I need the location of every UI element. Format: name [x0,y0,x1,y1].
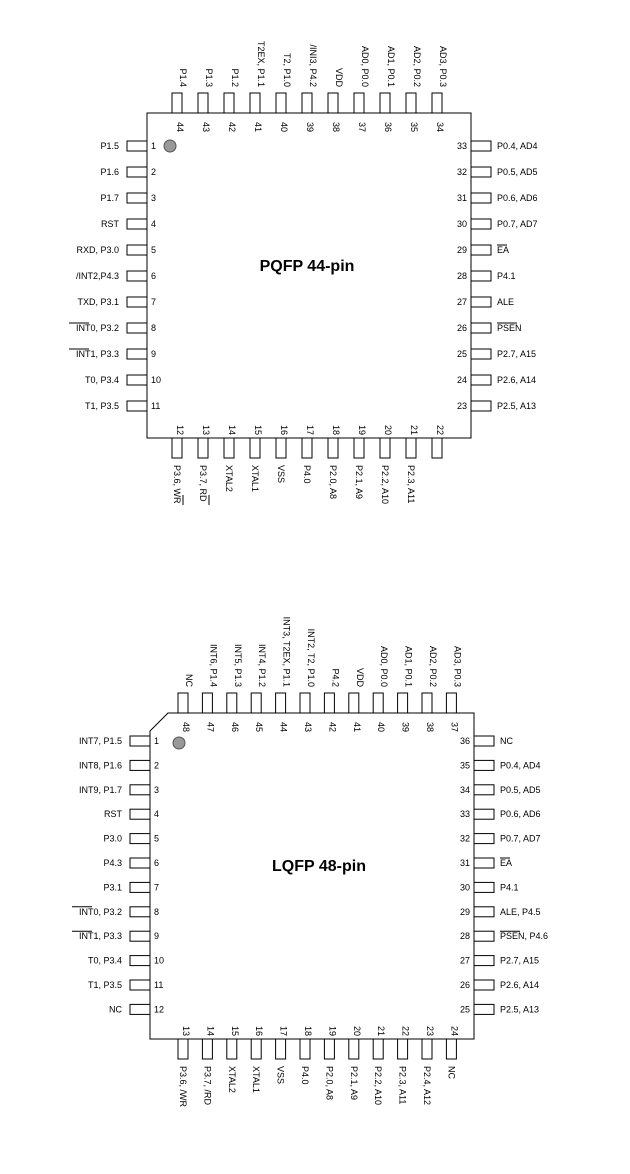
pin-pad [127,349,147,359]
pin-label-int9-p1-7: INT9, P1.7 [78,784,122,795]
pin-number: 6 [151,271,157,281]
pin-number: 17 [305,424,315,436]
pin-pad [127,219,147,229]
pin-pad [446,1039,456,1059]
pin1-marker [164,140,176,152]
pin-pad [130,1004,150,1014]
pin-pad [474,809,494,819]
pin-number: 38 [425,721,435,733]
pin-number: 43 [201,121,211,133]
pin-number: 40 [279,121,289,133]
pin-pad [324,693,334,713]
pin-number: 37 [357,121,367,133]
pin-pad [227,693,237,713]
pin-pad [130,809,150,819]
pin-label-p3-7-rd: P3.7, RD [198,465,208,502]
pin-number: 23 [456,401,467,411]
pin-pad [471,323,491,333]
pin-pad [474,760,494,770]
pin-label-rst: RST [104,809,122,820]
pin-number: 48 [181,721,191,733]
pin-label-ale-p4-5: ALE, P4.5 [500,906,541,917]
pin-label-p2-5-a13: P2.5, A13 [497,401,537,411]
pin-pad [422,693,432,713]
pin-pad [127,245,147,255]
pin-label-nc: NC [184,674,194,687]
pin-number: 46 [229,721,240,733]
pin-label-int2-t2-p1-0: INT2, T2, P1.0 [306,628,316,687]
pin-pad [471,193,491,203]
pin-pad [198,438,208,458]
pin-label-int0-p3-2: INT0, P3.2 [75,323,119,333]
pin-number: 32 [456,167,467,177]
pin-label-p4-1: P4.1 [497,271,516,281]
pin-number: 28 [456,271,467,281]
pin-pad [130,980,150,990]
pin-pad [398,1039,408,1059]
pin-pad [474,858,494,868]
pin-pad [474,980,494,990]
pin-label-xtal1: XTAL1 [250,465,260,492]
pin-label-p2-6-a14: P2.6, A14 [497,375,537,385]
pin-label-ini3-p4-2: /INI3, P4.2 [308,44,318,87]
pin-number: 6 [154,858,160,868]
pin-label-psen-p4-6: PSEN, P4.6 [500,931,549,942]
pin-pad [328,93,338,113]
pin-pad [172,93,182,113]
pin-number: 21 [409,424,419,436]
pin-pad [471,219,491,229]
pin-pad [324,1039,334,1059]
pin-number: 2 [154,760,160,771]
pin-pad [172,438,182,458]
pin-number: 44 [175,121,185,133]
pin-number: 11 [154,980,164,990]
pin-number: 9 [154,931,160,942]
pin-number: 41 [351,721,362,733]
pin-pad [250,93,260,113]
pin-pad [127,323,147,333]
pin-label-p2-2-a10: P2.2, A10 [373,1066,384,1106]
pin-number: 21 [376,1025,387,1037]
pin-label-p0-5-ad5: P0.5, AD5 [497,167,538,177]
pin-pad [398,693,408,713]
pin-number: 40 [376,721,387,733]
pin-pad [202,693,212,713]
pin-pad [406,438,416,458]
pin-number: 43 [303,721,313,733]
pin-pad [373,1039,383,1059]
pin-number: 14 [227,424,237,436]
pin-label-p2-3-a11: P2.3, A11 [406,465,416,504]
pin-label-ea: EA [497,245,510,255]
pin-label-ad0-p0-0: AD0, P0.0 [360,45,370,87]
pin-label-p0-4-ad4: P0.4, AD4 [497,141,538,151]
pin-label-p4-3: P4.3 [103,858,122,868]
pin-label-ad3-p0-3: AD3, P0.3 [452,645,463,687]
pin-label-p1-7: P1.7 [100,193,119,203]
pin-pad [130,956,150,966]
pin-pad [130,736,150,746]
pin-pad [198,93,208,113]
pqfp44-package [69,41,538,505]
pin-label-p2-6-a14: P2.6, A14 [500,980,540,990]
pin1-marker [173,737,185,749]
pin-number: 29 [456,245,467,255]
pin-pad [127,297,147,307]
pin-label-p0-7-ad7: P0.7, AD7 [497,219,538,229]
pin-number: 31 [459,858,470,868]
pin-label-p2-4-a12: P2.4, A12 [422,1066,432,1106]
pin-pad [406,93,416,113]
lqfp48-package [72,617,548,1108]
pin-pad [178,693,188,713]
pin-label-ad1-p0-1: AD1, P0.1 [386,45,396,87]
pin-pad [474,907,494,917]
pin-label-xtal1: XTAL1 [251,1066,262,1093]
pin-number: 39 [400,721,411,733]
pin-label-ad2-p0-2: AD2, P0.2 [412,45,422,87]
pin-label-t2-p1-0: T2, P1.0 [282,52,292,87]
pin-number: 30 [456,219,467,229]
pin-number: 13 [181,1025,191,1037]
pin-number: 38 [331,121,341,133]
pin-number: 27 [456,297,467,307]
pin-pad [130,882,150,892]
pin-label-int3-t2ex-p1-1: INT3, T2EX, P1.1 [281,616,292,687]
pin-pad [474,956,494,966]
pin-label-rxd-p3-0: RXD, P3.0 [76,245,119,255]
pin-pad [130,834,150,844]
pin-pad [474,785,494,795]
pin-number: 44 [278,721,289,733]
pin-number: 25 [456,349,467,359]
pin-number: 13 [201,424,211,436]
pin-label-p2-7-a15: P2.7, A15 [497,349,537,359]
pin-pad [474,1004,494,1014]
pin-pad [130,785,150,795]
pin-label-ale: ALE [497,297,515,307]
pin-pad [130,907,150,917]
pin-number: 36 [459,736,470,746]
pin-label-p4-2: P4.2 [330,668,341,687]
pin-label-ea: EA [500,858,513,868]
pin-label-p2-1-a9: P2.1, A9 [348,1066,359,1101]
pin-number: 10 [151,375,162,385]
pin-label-int6-p1-4: INT6, P1.4 [208,643,219,687]
pin-pad [127,193,147,203]
pin-label-p0-6-ad6: P0.6, AD6 [500,809,541,820]
pin-number: 20 [351,1025,362,1037]
pin-label-p2-0-a8: P2.0, A8 [324,1066,335,1101]
pin-pad [471,297,491,307]
pin-pad [446,693,456,713]
pin-number: 15 [229,1025,240,1037]
pin-pad [432,438,442,458]
pin-pad [471,401,491,411]
pin-number: 37 [449,721,460,733]
pin-pad [432,93,442,113]
pin-label-nc: NC [109,1004,122,1015]
pin-pad [300,693,310,713]
pin-label-ad1-p0-1: AD1, P0.1 [403,645,414,687]
pin-pad [474,882,494,892]
pin-number: 34 [459,784,470,795]
pin-label-vdd: VDD [354,667,365,687]
pin-pad [250,438,260,458]
pin-number: 2 [151,167,157,177]
pin-label-int0-p3-2: INT0, P3.2 [78,906,122,917]
pin-number: 41 [253,121,263,133]
pin-pad [127,271,147,281]
pin-label-int7-p1-5: INT7, P1.5 [78,736,122,746]
pin-pad [471,271,491,281]
pin-number: 15 [253,424,263,436]
pin-number: 25 [459,1004,470,1015]
pin-number: 33 [456,141,467,151]
pin-number: 16 [254,1025,265,1037]
pin-number: 3 [154,784,160,795]
pin-number: 34 [435,121,445,133]
pin-pad [471,167,491,177]
pin-pad [422,1039,432,1059]
pin-number: 14 [205,1025,216,1037]
pin-pad [349,693,359,713]
pin-number: 26 [456,323,467,333]
pin-number: 45 [254,721,265,733]
pin-label-txd-p3-1: TXD, P3.1 [77,297,119,307]
pin-label-nc: NC [500,736,513,746]
pin-number: 19 [357,424,367,436]
pin-pad [130,931,150,941]
pin-label-p4-1: P4.1 [500,882,519,893]
pin-label-xtal2: XTAL2 [226,1066,237,1093]
package-title: PQFP 44-pin [259,258,355,275]
pin-label-p2-5-a13: P2.5, A13 [500,1004,540,1015]
pin-pad [202,1039,212,1059]
pin-number: 30 [459,882,470,893]
pin-label-t2ex-p1-1: T2EX, P1.1 [256,40,266,87]
pin-number: 35 [459,760,470,771]
pin-number: 23 [425,1025,435,1037]
pin-number: 42 [227,121,237,133]
pin-pad [127,141,147,151]
pin-pad [276,1039,286,1059]
pin-number: 24 [449,1025,460,1037]
pin-label-t0-p3-4: T0, P3.4 [87,955,122,966]
pin-number: 1 [151,141,157,151]
pin-label-p1-4: P1.4 [178,68,188,87]
pin-pad [276,438,286,458]
pin-number: 16 [279,424,289,436]
pin-pad [380,93,390,113]
pin-label-p4-0: P4.0 [302,465,312,484]
pin-pad [127,375,147,385]
pin-number: 11 [151,401,161,411]
pin-label-p2-1-a9: P2.1, A9 [354,465,364,500]
pin-number: 4 [151,219,157,229]
pin-number: 47 [205,721,216,733]
pin-label-ad0-p0-0: AD0, P0.0 [379,645,390,687]
pin-label-p1-6: P1.6 [100,167,119,177]
pin-pad [300,1039,310,1059]
pin-number: 7 [154,882,160,893]
pin-number: 42 [327,721,338,733]
pin-pad [276,93,286,113]
pin-number: 8 [151,323,157,333]
pin-number: 32 [459,833,470,844]
pin-number: 28 [459,931,470,942]
pin-pad [227,1039,237,1059]
pin-label-int8-p1-6: INT8, P1.6 [78,760,122,771]
pin-pad [471,141,491,151]
pin-number: 4 [154,809,160,820]
pin-pad [349,1039,359,1059]
pin-number: 31 [456,193,467,203]
pin-number: 5 [151,245,157,255]
pin-pad [474,736,494,746]
pin-label-vss: VSS [276,465,286,484]
pin-number: 22 [435,424,445,436]
pin-number: 3 [151,193,157,203]
package-body [147,113,471,438]
pin-number: 10 [154,955,165,966]
pin-number: 39 [305,121,315,133]
pin-number: 17 [278,1025,289,1037]
pin-label-p1-3: P1.3 [204,68,214,87]
pin-label-nc: NC [446,1066,457,1079]
pin-pad [354,438,364,458]
pin-number: 8 [154,906,160,917]
pin-number: 12 [154,1004,165,1015]
pin-number: 19 [327,1025,338,1037]
pin-label-t1-p3-5: T1, P3.5 [84,401,119,411]
pin-label-p3-7-rd: P3.7, /RD [202,1066,213,1106]
pin-label-p0-5-ad5: P0.5, AD5 [500,784,541,795]
pin-label-ad3-p0-3: AD3, P0.3 [438,45,448,87]
pin-number: 20 [383,424,393,436]
pin-number: 18 [331,424,341,436]
pin-label-t1-p3-5: T1, P3.5 [87,980,122,990]
pin-pad [471,375,491,385]
pin-label-p2-2-a10: P2.2, A10 [380,465,390,505]
pin-label-p3-1: P3.1 [103,882,122,893]
pin-label-p3-6-wr: P3.6, WR [172,465,182,504]
pin-label-p1-2: P1.2 [230,68,240,87]
pin-label-p4-0: P4.0 [300,1066,310,1085]
pin-number: 36 [383,121,393,133]
pin-label-int2-p4-3: /INT2,P4.3 [75,271,119,281]
pin-label-vdd: VDD [334,67,344,87]
pin-label-xtal2: XTAL2 [224,465,234,492]
pin-pad [178,1039,188,1059]
pin-pad [130,858,150,868]
pin-label-t0-p3-4: T0, P3.4 [84,375,119,385]
pin-label-p3-0: P3.0 [103,833,122,844]
pin-label-int1-p3-3: INT1, P3.3 [75,349,119,359]
pin-number: 7 [151,297,157,307]
pin-pad [130,760,150,770]
pin-label-vss: VSS [275,1066,286,1085]
pin-pad [328,438,338,458]
pin-pad [276,693,286,713]
pin-number: 1 [154,736,160,746]
pin-pad [380,438,390,458]
pin-pad [224,438,234,458]
pin-label-p2-3-a11: P2.3, A11 [397,1066,408,1105]
pin-number: 26 [459,980,470,990]
package-title: LQFP 48-pin [272,858,366,875]
package-body [150,713,474,1039]
pin-label-rst: RST [101,219,119,229]
pin-pad [127,167,147,177]
pin-pad [471,349,491,359]
pin-pad [224,93,234,113]
pin-label-p3-6-wr: P3.6, /WR [178,1066,188,1108]
pin-label-int5-p1-3: INT5, P1.3 [232,643,243,687]
pin-label-p1-5: P1.5 [100,141,119,151]
pin-label-p0-6-ad6: P0.6, AD6 [497,193,538,203]
pin-label-ad2-p0-2: AD2, P0.2 [428,645,438,687]
pin-number: 5 [154,833,160,844]
pin-label-psen: PSEN [497,323,522,333]
pin-number: 9 [151,349,157,359]
pin-pad [251,1039,261,1059]
pin-pad [373,693,383,713]
pin-number: 24 [456,375,467,385]
pin-pad [302,93,312,113]
pin-label-int4-p1-2: INT4, P1.2 [257,643,268,687]
pin-label-int1-p3-3: INT1, P3.3 [78,931,122,942]
pin-pad [251,693,261,713]
pin-pad [471,245,491,255]
pin-number: 33 [459,809,470,820]
pin-pad [474,834,494,844]
pin-label-p2-0-a8: P2.0, A8 [328,465,338,500]
pin-label-p0-7-ad7: P0.7, AD7 [500,833,541,844]
pin-number: 35 [409,121,419,133]
pin-pad [302,438,312,458]
pin-pad [474,931,494,941]
pin-label-p2-7-a15: P2.7, A15 [500,955,540,966]
pin-number: 29 [459,906,470,917]
pin-number: 22 [400,1025,411,1037]
pin-pad [127,401,147,411]
pin-label-p0-4-ad4: P0.4, AD4 [500,760,541,771]
pin-pad [354,93,364,113]
pin-number: 27 [459,955,470,966]
pin-number: 12 [175,424,185,436]
pin-number: 18 [303,1025,313,1037]
